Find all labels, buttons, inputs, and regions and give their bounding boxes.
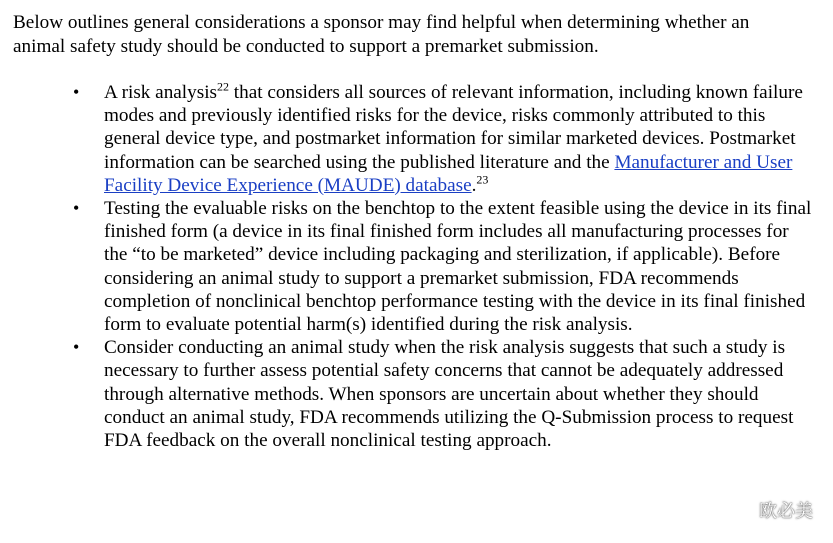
list-item-benchtop-testing (13, 197, 813, 336)
list-item-text: Consider conducting an animal study when the risk analysis suggests that such a study is necessary to further assess potential safety concerns that cannot be adequately addressed through alternative methods. When sponsors are uncertain about whether they should conduct an animal study, FDA recommends utilizing the Q-Submission process to request FDA feedback on the overall nonclinical testing approach. (104, 337, 794, 452)
list-item-text: . (471, 174, 477, 196)
list-item-text: that considers all sources of relevant information, including known failure modes and previously identified risks for the device, risks commonly attributed to this general device type, and postmarket information for similar marketed devices. Postmarket information can be searched using the published literature and the (104, 82, 803, 173)
bullet-icon: • (73, 337, 80, 358)
list-item-risk-analysis (13, 81, 813, 197)
list-item-text: Testing the evaluable risks on the benchtop to the extent feasible using the device in its final finished form (a device in its final finished form includes all manufacturing processes for the “to be marketed” device including packaging and sterilization, if applicable). Before considering an animal study to support a premarket submission, FDA recommends completion of nonclinical benchtop performance testing with the device in its final finished form to evaluate potential harm(s) identified during the risk analysis. (104, 198, 812, 336)
bullet-icon: • (73, 198, 80, 219)
considerations-list (13, 81, 813, 452)
footnote-ref-23[interactable]: 23 (476, 172, 489, 187)
bullet-icon: • (73, 82, 80, 102)
intro-paragraph: Below outlines general considerations a sponsor may find helpful when determining whether an animal safety study should be conducted to support a premarket submission. (13, 12, 750, 57)
watermark-text: 欧必美 (759, 501, 813, 522)
maude-database-link[interactable]: Manufacturer and User Facility Device Experience (MAUDE) database (104, 151, 793, 196)
list-item-animal-study (13, 336, 813, 452)
list-item-text: A risk analysis (104, 82, 217, 103)
wechat-icon (727, 499, 755, 521)
footnote-ref-22[interactable]: 22 (217, 79, 229, 94)
watermark (727, 497, 813, 523)
